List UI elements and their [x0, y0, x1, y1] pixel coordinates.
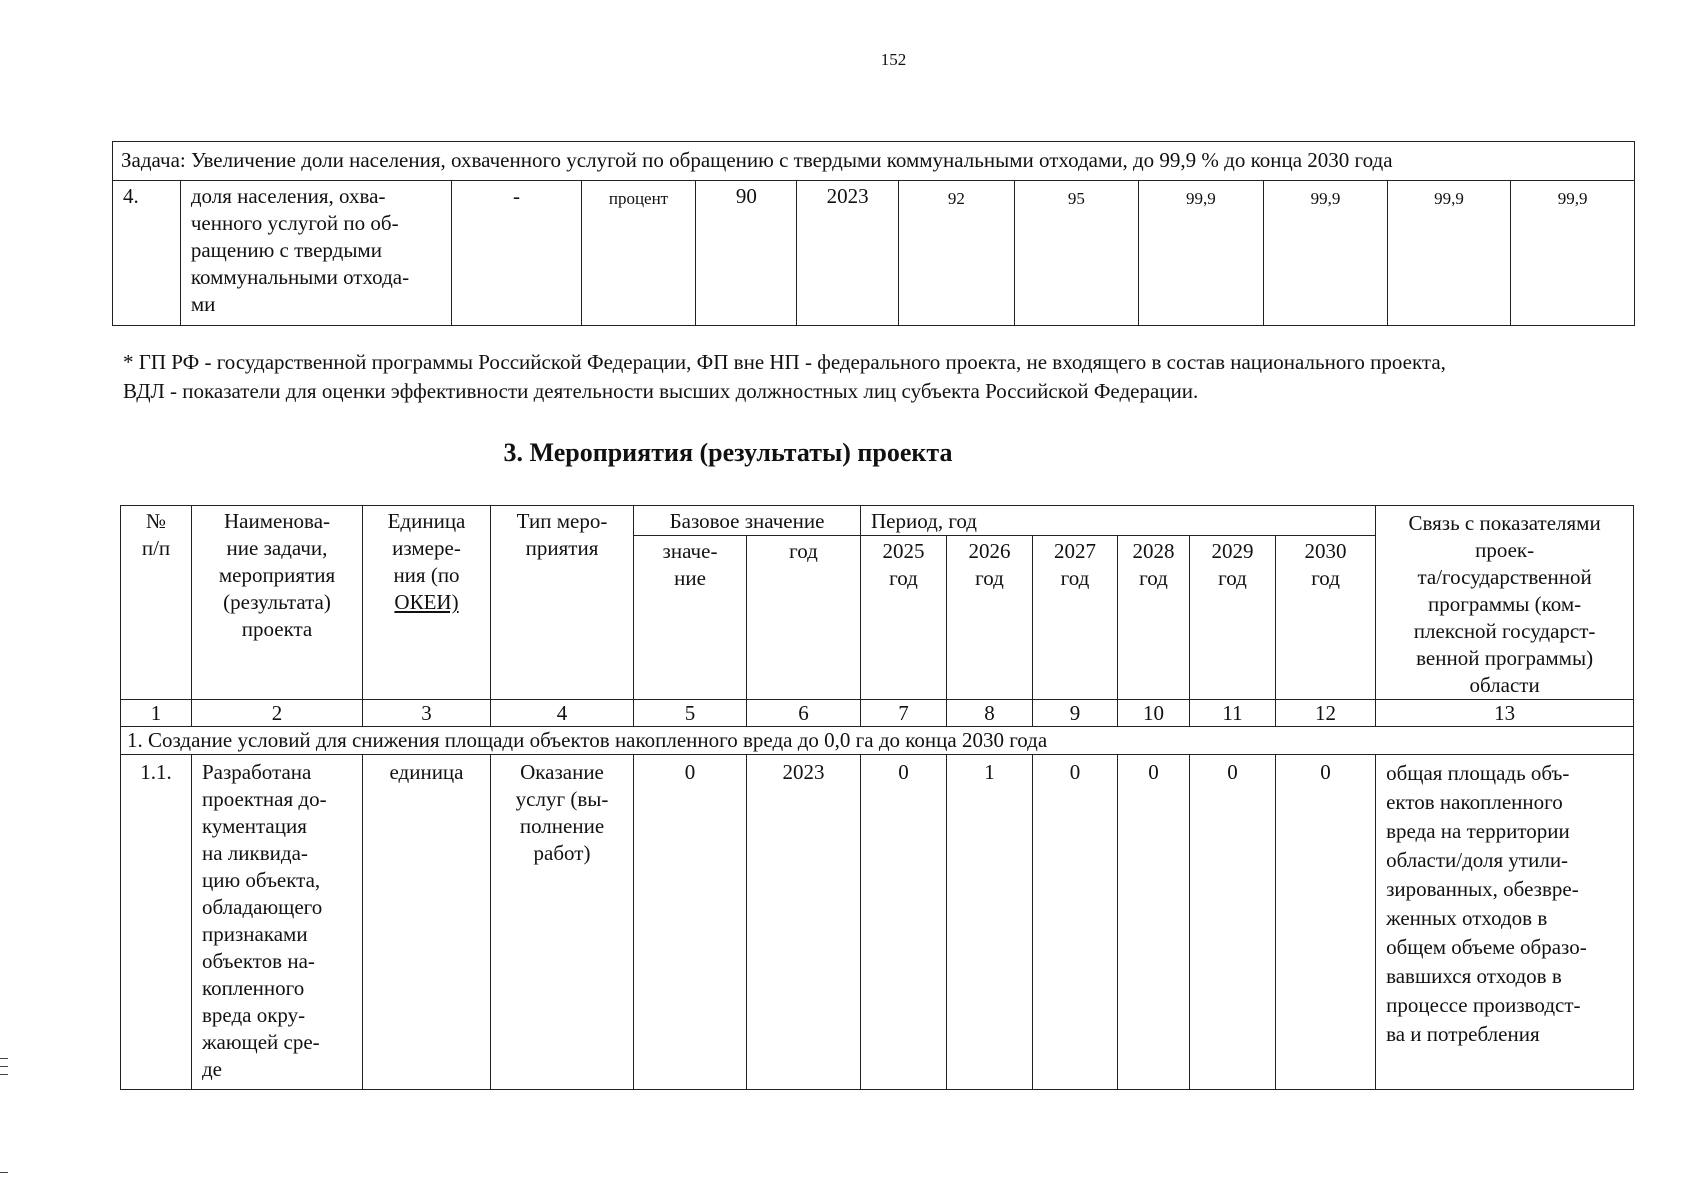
- page-number: 152: [880, 50, 907, 69]
- activity-value: 0: [861, 755, 947, 1090]
- header-unit: Единица измере- ния (по ОКЕИ): [363, 506, 491, 700]
- scan-margin-mark: [0, 1172, 8, 1173]
- scan-margin-mark: [0, 1066, 8, 1067]
- activity-base-year: 2023: [747, 755, 861, 1090]
- indicator-value: 99,9: [1264, 181, 1388, 326]
- activity-value: 0: [1118, 755, 1190, 1090]
- header-base-year: год: [747, 536, 861, 700]
- indicator-value: 99,9: [1387, 181, 1511, 326]
- activities-table: [120, 505, 1634, 1090]
- column-number: 2: [192, 700, 363, 727]
- column-number: 11: [1190, 700, 1276, 727]
- activity-value: 0: [1033, 755, 1118, 1090]
- header-year-2028: 2028 год: [1118, 536, 1190, 700]
- header-number: № п/п: [121, 506, 192, 700]
- indicator-value: 99,9: [1511, 181, 1635, 326]
- column-number: 13: [1376, 700, 1634, 727]
- indicator-row: [113, 181, 1635, 326]
- column-number: 8: [947, 700, 1033, 727]
- header-year-2030: 2030 год: [1276, 536, 1376, 700]
- activity-base-value: 0: [634, 755, 747, 1090]
- scan-margin-mark: [0, 1074, 8, 1075]
- indicator-unit: процент: [581, 181, 695, 326]
- header-type: Тип меро- приятия: [491, 506, 634, 700]
- activity-unit: единица: [363, 755, 491, 1090]
- header-name: Наименова- ние задачи, мероприятия (результата) проекта: [192, 506, 363, 700]
- indicator-value: 99,9: [1138, 181, 1264, 326]
- column-number: 6: [747, 700, 861, 727]
- activity-value: 1: [947, 755, 1033, 1090]
- scan-margin-mark: [0, 1058, 8, 1059]
- footnote-line: ВДЛ - показатели для оценки эффективности деятельности высших должностных лиц субъекта Российской Федерации.: [123, 379, 1199, 403]
- column-number: 3: [363, 700, 491, 727]
- indicator-base-year: 2023: [797, 181, 898, 326]
- footnote-line: * ГП РФ - государственной программы Российской Федерации, ФП вне НП - федерального проекта, не входящего в состав национального проекта,: [123, 350, 1446, 374]
- header-year-2025: 2025 год: [861, 536, 947, 700]
- column-number-row: [121, 700, 1634, 727]
- header-base-group: Базовое значение: [634, 506, 861, 536]
- column-number: 12: [1276, 700, 1376, 727]
- activity-value: 0: [1276, 755, 1376, 1090]
- indicator-value: 92: [898, 181, 1014, 326]
- header-base-value: значе- ние: [634, 536, 747, 700]
- header-link: Связь с показателями проек- та/государственной программы (ком- плексной государст- венной программы) области: [1376, 506, 1634, 700]
- activity-name: Разработана проектная до- кументация на ликвида- цию объекта, обладающего признаками объектов на- копленного вреда окру- жающей сре- де: [192, 755, 363, 1090]
- activity-link: общая площадь объ- ектов накопленного вреда на территории области/доля утили- зированных, обезвре- женных отходов в общем объеме образо- вавшихся отходов в процессе производст- ва и потребления: [1376, 755, 1634, 1090]
- indicator-name: доля населения, охва- ченного услугой по об- ращению с твердыми коммунальными отхода- ми: [180, 181, 451, 326]
- column-number: 5: [634, 700, 747, 727]
- activity-row: [121, 755, 1634, 1090]
- column-number: 7: [861, 700, 947, 727]
- column-number: 1: [121, 700, 192, 727]
- column-number: 10: [1118, 700, 1190, 727]
- indicator-number: 4.: [113, 181, 181, 326]
- header-period-group: Период, год: [861, 506, 1376, 536]
- section-title: 3. Мероприятия (результаты) проекта: [503, 438, 953, 467]
- footnote: [123, 348, 1683, 406]
- activity-value: 0: [1190, 755, 1276, 1090]
- indicator-value: 95: [1015, 181, 1139, 326]
- header-year-2026: 2026 год: [947, 536, 1033, 700]
- activity-number: 1.1.: [121, 755, 192, 1090]
- section-row: 1. Создание условий для снижения площади объектов накопленного вреда до 0,0 га до конца 2030 года: [121, 727, 1634, 755]
- activity-type: Оказание услуг (вы- полнение работ): [491, 755, 634, 1090]
- task-header: Задача: Увеличение доли населения, охваченного услугой по обращению с твердыми коммунальными отходами, до 99,9 % до конца 2030 года: [113, 142, 1635, 181]
- column-number: 9: [1033, 700, 1118, 727]
- indicator-table: [112, 141, 1635, 326]
- indicator-level: -: [452, 181, 582, 326]
- header-year-2027: 2027 год: [1033, 536, 1118, 700]
- header-year-2029: 2029 год: [1190, 536, 1276, 700]
- column-number: 4: [491, 700, 634, 727]
- indicator-base-value: 90: [696, 181, 797, 326]
